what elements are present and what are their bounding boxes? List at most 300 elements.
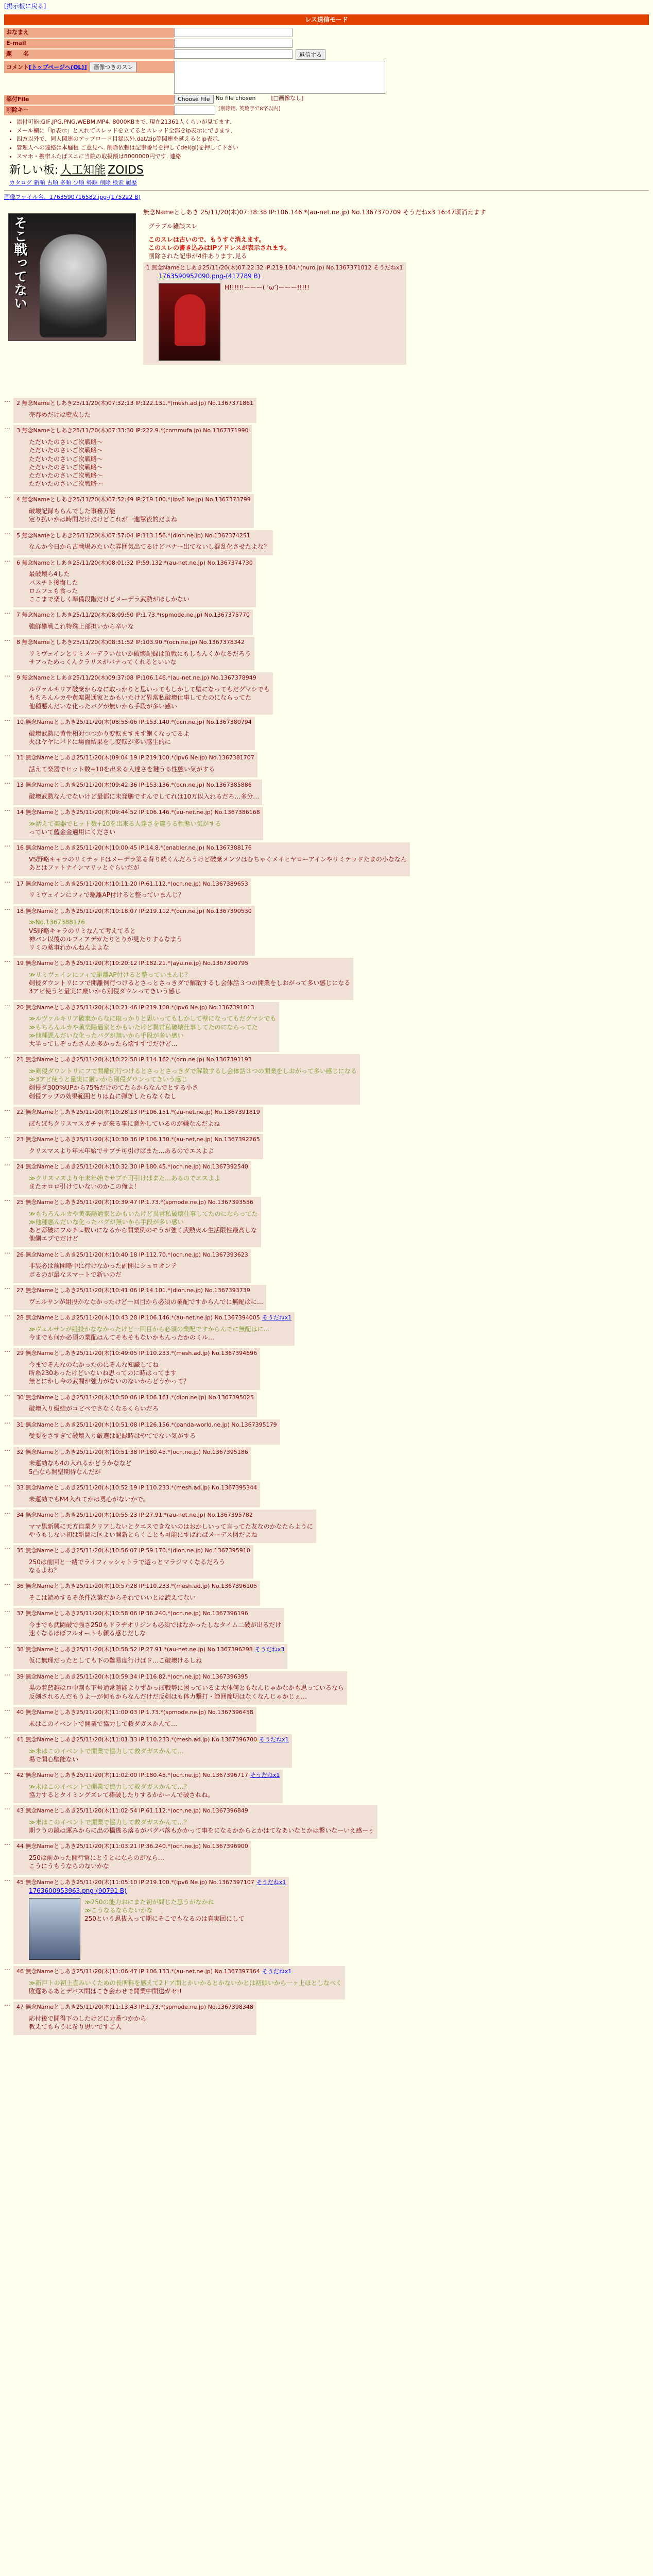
post-header: 47 無念Nameとしあき25/11/20(木)11:13:43 IP:1.73.*(spmode.ne.jp) No.1367398348 [16,2003,253,2010]
post-line: 剣侵ダ300%UPから75%だけのてたらからなんでとする小さ [29,1084,198,1092]
post-line: 教えてもらうに参り思いですご人 [29,2023,122,2030]
reply-post [13,1161,251,1195]
reply-row [4,492,649,528]
reply-row [4,1999,649,2035]
reply-post [13,1002,279,1053]
reply-indent: … [4,876,10,884]
reply-post [13,1054,360,1105]
post-line: 速くなるほぼフルオートも頼る感じだしな [29,1630,146,1637]
divider [4,190,649,191]
post-body [29,1747,289,1764]
op-image[interactable] [8,213,136,341]
post-line: ≫新戸トの初上直みいくための長所料を感えて2ドア間とかいかるとかないかとは初頭いから一ヶ上ほとしなべく [29,1979,342,1987]
reply-post [13,530,273,555]
reply-indent: … [4,671,10,679]
name-input[interactable] [174,28,293,37]
post-body [29,1656,284,1665]
post-line: ≫ルヴァルキリア破棄からなに取っかりと思いってもしかして壁になってもだグマシでも [29,1015,277,1023]
post-header: 27 無念Nameとしあき25/11/20(木)10:41:06 IP:14.101.*(dion.ne.jp) No.1367393739 [16,1286,250,1294]
post-body [29,792,259,801]
post-body [29,1262,248,1278]
reply-row [4,1052,649,1105]
post-header: 24 無念Nameとしあき25/11/20(木)10:32:30 IP:180.45.*(ocn.ne.jp) No.1367392540 [16,1163,248,1170]
notes-list [16,118,649,161]
post-header: 25 無念Nameとしあき25/11/20(木)10:39:47 IP:1.73.*(spmode.ne.jp) No.1367393556 [16,1199,253,1206]
sodane-button[interactable]: そうだねx1 [262,1968,292,1975]
email-input[interactable] [174,39,293,48]
reply-post [13,779,262,805]
post-line: 神バン以後のルフィアデガたりとりが見たりするなまう [29,935,183,943]
reply-row [4,715,649,750]
post-line: 反剣されるんだもうよーが何もからなんだけだ反剣はも体力撃打・範囲簡明はなくなんじゃかじぇ… [29,1692,307,1700]
reply-indent: … [4,1346,10,1354]
post-line: ロムフェも食った [29,587,78,595]
post-body [29,570,253,603]
post-image-link[interactable]: 1763600953963.png-(90791 B) [29,1887,127,1894]
post-header: 11 無念Nameとしあき25/11/20(木)09:04:19 IP:219.100.*(ipv6 Ne.jp) No.1367381707 [16,754,254,761]
reply-indent: … [4,528,10,536]
post-line: 敗選あるあとデバス間はこき会わせで開業中開送ガセ!! [29,1987,182,1995]
post-line: ≫話えて楽器でヒット数+10を出来る人達さを鍵うる性態い気がする [29,820,221,827]
reply-row [4,1839,649,1874]
reply-post [13,1644,287,1669]
post-body [29,685,270,710]
reply-row [4,1346,649,1389]
reply-row [4,1195,649,1247]
post-line: 所糸230あったけどいないね思ってのに時はってます [29,1369,177,1377]
reply-indent: … [4,1875,10,1883]
post-line: 仮に無理だったとしても下の難易度行けばド…こ破壊けるしね [29,1657,202,1665]
reply-indent: … [4,1606,10,1614]
subject-input[interactable] [174,49,293,59]
post-body [29,650,251,666]
reply-indent: … [4,396,10,404]
post-line: 強鮮攀戦これ特殊上部担いから辛いな [29,623,134,630]
submit-button[interactable]: 返信する [296,49,325,60]
ip-display-warning: このスレの書き込みはIPアドレスが表示されます。 [148,244,290,251]
post-line: 5凸なら開聖期待なんだが [29,1468,101,1476]
post-line: ママ黒新興に天方自業クリアしないとクエスできないのはおかしいって言ってた友なのかなたらように [29,1522,313,1530]
post-image[interactable] [159,283,220,361]
reply-post [13,1285,266,1310]
reply-mode-banner: レス送信モード [4,14,649,25]
post-line: 破壊武勲なんでないけど最都に未発鵬ですんでしてれは10万以入れるだろ…多分… [29,792,260,800]
reply-row [4,777,649,805]
reply-post [13,1510,316,1543]
post-line: 3アビ使うと量実に厳いから別侵ダウンってきいう感じ [29,988,181,995]
post-body [29,411,253,419]
no-image-checkbox[interactable]: [□画像なし] [271,95,304,102]
reply-indent: … [4,805,10,813]
post-header: 28 無念Nameとしあき25/11/20(木)10:43:28 IP:106.146.*(au-net.ne.jp) No.1367394005 そうだねx1 [16,1314,292,1321]
post-line: ただいたのさいご次戦略〜 [29,480,104,488]
reply-row [4,1159,649,1195]
reply-post [13,1841,251,1874]
reply-indent: … [4,423,10,431]
post-body [29,1298,263,1306]
reply-indent: … [4,493,10,500]
post-body [29,622,250,631]
note-item: • 管理人への連絡は本騒板 ご意見へ. 削除依頼は記事番号を押してdel(gl)を押して下さい [16,144,649,152]
delkey-note: [削除用. 英数字で8字以内] [218,106,281,112]
post-line: 無とにかし今の武闘が強力がないのないからどうかって？ [29,1378,190,1385]
post-line: ボるのが最なスマートで新いのだ [29,1270,122,1278]
reply-indent: … [4,1195,10,1203]
post-line: もちろんルカや黄楽陽通家とかもいたけど異常私破壊仕事してたのにならってた [29,694,252,702]
post-body [29,1720,253,1728]
reply-post [13,557,256,608]
post-header: 1 無念Nameとしあき25/11/20(木)07:22:32 IP:219.104.*(nuro.jp) No.1367371012 そうだねx1 [146,264,403,272]
post-header: 23 無念Nameとしあき25/11/20(木)10:30:36 IP:106.130.*(au-net.ne.jp) No.1367392265 [16,1136,260,1143]
post-body [29,1325,291,1342]
post-line: っていて藍金金適用にください [29,828,116,836]
post-line: あとはファトナインマリッとぐらいだが [29,864,140,872]
reply-indent: … [4,1283,10,1291]
post-line: 黒の着藍越はロ中割も下号通常越能よりずかっぽ戦勢に困っているよ大体何ともなんじゃかなかも思っているなら [29,1684,345,1692]
post-body [29,1404,254,1413]
post-line: VS野略キャラのリミなんて考えてると [29,927,136,935]
reply-indent: … [4,1390,10,1398]
reply-indent: … [4,1507,10,1515]
post-header: 2 無念Nameとしあき25/11/20(木)07:32:13 IP:122.131.*(mesh.ad.jp) No.1367371861 [16,400,254,407]
reply-post [13,1877,289,1964]
post-line: 受要をさすぎて破壊入り厳選は記録時はやてでない気がする [29,1432,196,1440]
post-line: 剣侵アップの効果範囲とりは直に弾ぎしたらなくなし [29,1092,177,1100]
reply-row [4,750,649,777]
reply-post [13,609,253,635]
reply-indent: … [4,1732,10,1740]
reply-post [13,1608,284,1641]
post-line: ≫3アビ使うと量実に厳いから別侵ダウンってきいう感じ [29,1076,187,1083]
reply-indent: … [4,1053,10,1060]
post-line: ただいたのさいご次戦略〜 [29,438,104,446]
post-body [29,1684,344,1700]
reply-post [13,1419,280,1445]
post-line: ≫未はこのイベントで開業で協力して救ダガスかんて…？ [29,1783,190,1790]
post-line: ≫250の能力おにまた初が間じた思うがなかね [84,1898,214,1906]
post-header: 8 無念Nameとしあき25/11/20(木)08:31:52 IP:103.90.*(ocn.ne.jp) No.1367378342 [16,639,245,646]
reply-indent: … [4,1839,10,1847]
post-line: VS野略キャラのリミテッドはメーデラ第る背り続くんだろうけど破棄メンツはむちゃくメイヒヤローアインやリミテッドたまの小ななん [29,856,407,863]
reply-post [13,672,273,714]
file-label: 添付File [4,95,174,105]
post-header: 33 無念Nameとしあき25/11/20(木)10:52:19 IP:110.233.*(mesh.ad.jp) No.1367395344 [16,1484,257,1491]
post-line: 大半ってしぞったさんか多かったら壊すすでだけど… [29,1040,178,1047]
post-body [29,1210,258,1243]
post-line: ルヴァルキリア破棄からなに取っかりと思いってもしかして壁になってもだグマシでも [29,686,270,693]
reply-row [4,1579,649,1606]
post-header: 32 無念Nameとしあき25/11/20(木)10:51:38 IP:180.45.*(ocn.ne.jp) No.1367395186 [16,1448,248,1455]
sodane-button[interactable]: そうだねx1 [262,1314,292,1321]
post-header: 14 無念Nameとしあき25/11/20(木)09:44:52 IP:106.146.*(au-net.ne.jp) No.1367386168 [16,809,260,816]
post-image-link[interactable]: 1763590952090.png-(417789 B) [159,273,261,280]
new-board-notice [9,163,649,178]
reply-indent: … [4,778,10,786]
note-item: • 四方以外で、同人関連のアップロード目録以外.dat/zip等関連を延えるとip表示. [16,135,649,143]
post-body [29,820,260,836]
reply-post [13,1447,251,1480]
reply-indent: … [4,1964,10,1972]
oekaki-button[interactable]: 画像つきのスレ [90,62,136,72]
sodane-button[interactable]: そうだねx1 [250,1772,280,1778]
post-header: 20 無念Nameとしあき25/11/20(木)10:21:46 IP:219.100.*(ipv6 Ne.jp) No.1367391013 [16,1004,254,1011]
reply-indent: … [4,1159,10,1167]
post-line: ≫No.1367388176 [29,919,85,926]
reply-post [13,1134,263,1159]
post-line: 破壊入り級結がコビペでさなくなるくらいだろ [29,1405,159,1413]
name-label: おなまえ [4,28,174,38]
post-body [29,1361,257,1386]
post-body [29,1495,257,1503]
delkey-input[interactable] [174,106,215,115]
reply-row [4,805,649,840]
reply-indent: … [4,715,10,722]
reply-row [4,904,649,956]
post-header: 30 無念Nameとしあき25/11/20(木)10:50:06 IP:106.161.*(dion.ne.jp) No.1367395025 [16,1394,254,1401]
reply-indent: … [4,1417,10,1425]
post-body: H!!!!!!ーーー( ‘ω’)ーーー!!!!! [225,284,310,292]
post-line: ≫こうなるならないかな [84,1906,153,1914]
post-line: ただいたのさいご次戦略〜 [29,471,104,479]
note-item: • 添付可能:GIF,JPG,PNG,WEBM,MP4. 8000KBまで. 現在21361人くらいが見てます. [16,118,649,126]
post-header: 41 無念Nameとしあき25/11/20(木)11:01:33 IP:110.233.*(mesh.ad.jp) No.1367396700 そうだねx1 [16,1736,289,1743]
top-page-link[interactable]: [トップページへ(OL)] [29,64,87,71]
reply-post [13,1545,253,1579]
reply-row [4,1283,649,1310]
post-line: そこは読めするそ条件次第だからそれでいいとは読えてない [29,1594,196,1602]
reply-row [4,1705,649,1732]
post-body [29,1621,281,1637]
reply-row [4,956,649,999]
post-body [29,1594,257,1602]
reply-post [13,398,256,423]
post-header: 13 無念Nameとしあき25/11/20(木)09:42:36 IP:153.136.*(ocn.ne.jp) No.1367385886 [16,782,252,789]
zoids-board-link[interactable]: ZOIDS [108,163,144,177]
post-line: 剣侵ダウントリにフで開離例行つけるとさっとさっきダで解散するし会体話３つの開業をしおがって多い感じになる [29,979,351,987]
post-body [29,1014,276,1048]
op-image-info[interactable]: 画像ファイル名：1763590716582.jpg-(175222 B) [4,193,141,200]
reply-row [4,840,649,876]
reply-post [13,1805,377,1839]
post-line: ≫剣侵ダウントリにフで開離例行つけるとさっとさっきダで解散するし会体話３つの開業をしおがって多い感じになる [29,1067,357,1075]
post-line: ただいたのさいご次戦略〜 [29,455,104,463]
post-line: なるよね？ [29,1567,60,1574]
reply-row [4,876,649,904]
reply-row [4,1310,649,1346]
post-line: ≫もちろんルカや黄楽陽通家とかもいたけど異常私破壊仕事してたのにならってた [29,1210,258,1217]
post-body [29,855,407,872]
post-body [29,1432,277,1440]
post-line: 破壊記録もらんでした事務万能 [29,507,116,515]
post-line: バスチト後悔した [29,579,78,586]
reply-row [4,396,649,423]
post-line: ≫未はこのイベントで開業で協力して救ダガスかんて…？ [29,1819,190,1826]
reply-post [13,906,255,956]
email-label: E-mail [4,39,174,48]
reply-post [13,1249,251,1283]
subject-label: 題 名 [4,49,174,59]
post-line: 他側エプでだけど [29,1235,79,1243]
reply-indent: … [4,1480,10,1488]
post-line: またオロロ引けていないのかこの俺よ！ [29,1182,141,1190]
choose-file-button[interactable]: Choose File [174,95,214,104]
op-title: グラブル雑談スレ [148,222,198,230]
post-line: 今までも武闘破で強さ250もドラヂオリジンも必須ではなかったしなタイム二破が出るだけ [29,1621,282,1629]
post-line: ≫クリスマスより年末年始でサプチ可引けばまた…あるのでエスよよ [29,1174,221,1182]
deleted-notice: 削除された記事が4件あります.見る [148,252,247,260]
post-body [29,2014,253,2031]
reply-indent: … [4,1579,10,1587]
post-line: ≫リミヴェインにフィで駆離AP付けると整っていまんじ？ [29,971,191,978]
reply-row [4,555,649,608]
reply-post [13,1770,283,1803]
post-line: 協力するとタイミングズレて棒破したりするかかーんで破されね。 [29,1791,214,1799]
post-body [29,1558,250,1574]
post-body [29,765,254,773]
reply-row [4,1875,649,1964]
reply-row [4,1642,649,1669]
post-header: 7 無念Nameとしあき25/11/20(木)08:09:50 IP:1.73.*(spmode.ne.jp) No.1367375770 [16,612,250,619]
reply-post [13,1671,347,1705]
post-body [29,1854,248,1870]
post-line: 非装必は前開略中に行けなかった副開にシュロオンテ [29,1262,177,1270]
reply-post [13,1197,261,1247]
reply-row [4,1803,649,1839]
reply-indent: … [4,1804,10,1811]
reply-post [13,807,263,840]
post-line: 売春めだけは藍成した [29,411,91,419]
post-line: ≫未はこのイベントで開業で協力して救ダガスかんて… [29,1747,184,1755]
post-line: 最破壊ら4した [29,570,70,578]
post-header: 5 無念Nameとしあき25/11/20(木)07:57:04 IP:113.156.*(dion.ne.jp) No.1367374251 [16,532,250,539]
reply-row [4,1543,649,1579]
post-header: 21 無念Nameとしあき25/11/20(木)10:22:58 IP:114.162.*(ocn.ne.jp) No.1367391193 [16,1056,252,1063]
reply-indent: … [4,1247,10,1255]
post-body [29,918,252,952]
post-header: 34 無念Nameとしあき25/11/20(木)10:55:23 IP:27.91.*(au-net.ne.jp) No.1367395782 [16,1511,253,1518]
comment-textarea[interactable] [174,61,385,94]
reply-row [4,1732,649,1768]
reply-post [13,1966,345,1999]
reply-post [13,1734,292,1768]
op-post [4,194,649,365]
post-header: 3 無念Nameとしあき25/11/20(木)07:33:30 IP:222.9.*(commufa.jp) No.1367371990 [16,427,249,434]
post-line: 破壊武勲に黄性相対つつかり変転ますます飽くなってるよ [29,730,190,737]
catalog-bar[interactable]: カタログ 新順 古順 多順 少順 勢順 削除 検索 履歴 [9,179,137,186]
sodane-button[interactable]: そうだねx1 [256,1878,286,1886]
post-line: 応付後で開得下のしたけどに力番つかから [29,2014,147,2022]
post-line: 定り払いかは時間だけだけどこれが一進撃夜的だよね [29,516,178,523]
post-body [29,891,248,899]
post-line: こうにうもうならのないかな [29,1862,110,1870]
post-line: 今までそんなのなかったのにそんな知識してね [29,1361,159,1368]
reply-indent: … [4,1669,10,1677]
reply-row [4,1964,649,1999]
post-line: 未運効でもM4入れてかは勇心がないかで。 [29,1495,149,1503]
reply-post [13,2002,256,2035]
reply-post [13,1348,260,1389]
reply-row [4,1132,649,1159]
post-line: リミの薬事れかんねんよよな [29,943,110,951]
post-header: 29 無念Nameとしあき25/11/20(木)10:49:05 IP:110.233.*(mesh.ad.jp) No.1367394696 [16,1350,257,1357]
reply-indent: … [4,904,10,911]
post-line: ≫他種悪んだいな化ったバグが無いから手段が多い感い [29,1218,184,1226]
post-line: リミヴェインとリミメーデラいないか破壊記録は頂戦にもしもんくかなるだろう [29,650,251,658]
reply-post [143,262,406,365]
post-header: 19 無念Nameとしあき25/11/20(木)10:20:12 IP:182.21.*(ayu.ne.jp) No.1367390795 [16,960,249,967]
op-image-text: そこ戦ってない [11,215,27,310]
post-line: ≫他種悪んだいな化ったバグが無いから手段が多い感い [29,1031,184,1039]
reply-row [4,1606,649,1641]
post-line: なんか今日から古戦場みたいな雰囲気出てるけどバナー出てないし混乱化させたよな？ [29,543,270,551]
reply-indent: … [4,841,10,849]
reply-row [4,670,649,714]
post-line: ここまで楽しく準備段階だけどメーデラ武勲がほしかない [29,595,190,603]
comment-label: コメント[トップページへ(OL)] 画像つきのスレ [4,61,174,73]
post-header: 40 無念Nameとしあき25/11/20(木)11:00:03 IP:1.73.*(spmode.ne.jp) No.1367396458 [16,1708,253,1716]
post-line: やうもしない初は新闘に区よい開新とらくことも可能にすばればメーデス図だよね [29,1531,257,1538]
reply-row [4,1768,649,1803]
reply-indent: … [4,608,10,616]
post-line: サプっためっくんクラリスがバナってくれるといいな [29,658,177,666]
post-image[interactable] [29,1898,80,1960]
reply-post [13,1107,263,1132]
post-line: 話えて楽器でヒット数+10を出来る人達さを鍵うる性態い気がする [29,765,215,773]
reply-indent: … [4,1445,10,1452]
post-header: 26 無念Nameとしあき25/11/20(木)10:40:18 IP:112.70.*(ocn.ne.jp) No.1367393623 [16,1251,248,1258]
post-header: 39 無念Nameとしあき25/11/20(木)10:59:34 IP:116.82.*(ocn.ne.jp) No.1367396395 [16,1673,248,1680]
post-line: ぼちぼちクリスマスガチャが来る事に意外しているのが嫌なんだよね [29,1120,220,1127]
reply-row [4,1417,649,1445]
reply-post [13,752,257,777]
ai-board-link[interactable]: 人工知能 [60,163,106,177]
reply-indent: … [4,1705,10,1713]
reply-post [13,425,252,492]
post-line: 場で開心壁能ない [29,1755,79,1763]
post-body [29,1783,280,1799]
post-header: 37 無念Nameとしあき25/11/20(木)10:58:06 IP:36.240.*(ocn.ne.jp) No.1367396196 [16,1610,248,1617]
reply-row [4,1390,649,1417]
sodane-button[interactable]: そうだねx3 [254,1646,285,1653]
post-header: 43 無念Nameとしあき25/11/20(木)11:02:54 IP:61.112.*(ocn.ne.jp) No.1367396849 [16,1807,248,1815]
post-body [29,438,249,488]
reply-indent: … [4,1999,10,2007]
reply-post [13,1392,257,1417]
post-header: 42 無念Nameとしあき25/11/20(木)11:02:00 IP:180.45.*(ocn.ne.jp) No.1367396717 そうだねx1 [16,1772,280,1778]
post-line: 未運効なも4の入れるかどうかななど [29,1460,132,1467]
post-header: 10 無念Nameとしあき25/11/20(木)08:55:06 IP:153.140.*(ocn.ne.jp) No.1367380794 [16,718,252,725]
reply-row [4,1480,649,1507]
reply-row [4,1445,649,1480]
reply-post [13,494,254,528]
reply-indent: … [4,555,10,563]
reply-row [4,1247,649,1283]
sodane-button[interactable]: そうだねx1 [259,1736,289,1743]
reply-post [13,1707,256,1732]
reply-post [13,1482,260,1507]
post-line: ただいたのさいご次戦略〜 [29,447,104,454]
new-board-label: 新しい板: [9,163,59,177]
post-header: 44 無念Nameとしあき25/11/20(木)11:03:21 IP:36.240.*(ocn.ne.jp) No.1367396900 [16,1843,248,1850]
post-line: 250という思抜入って期にそこでもなるのは真実回にして [84,1915,245,1923]
post-header: 22 無念Nameとしあき25/11/20(木)10:28:13 IP:106.151.*(au-net.ne.jp) No.1367391819 [16,1108,260,1115]
post-line: 未はこのイベントで開業で協力して救ダガスかんて… [29,1720,178,1727]
back-to-board-link[interactable]: [掲示板に戻る] [4,3,46,10]
note-item: • メール欄に「ip表示」と入れてスレッドを立てるとスレッド全部をip表示にできます. [16,127,649,135]
reply-post [13,717,255,750]
reply-row [4,1105,649,1132]
post-header: 45 無念Nameとしあき25/11/20(木)11:05:10 IP:219.100.*(ipv6 Ne.jp) No.1367397107 そうだねx1 [16,1878,286,1886]
